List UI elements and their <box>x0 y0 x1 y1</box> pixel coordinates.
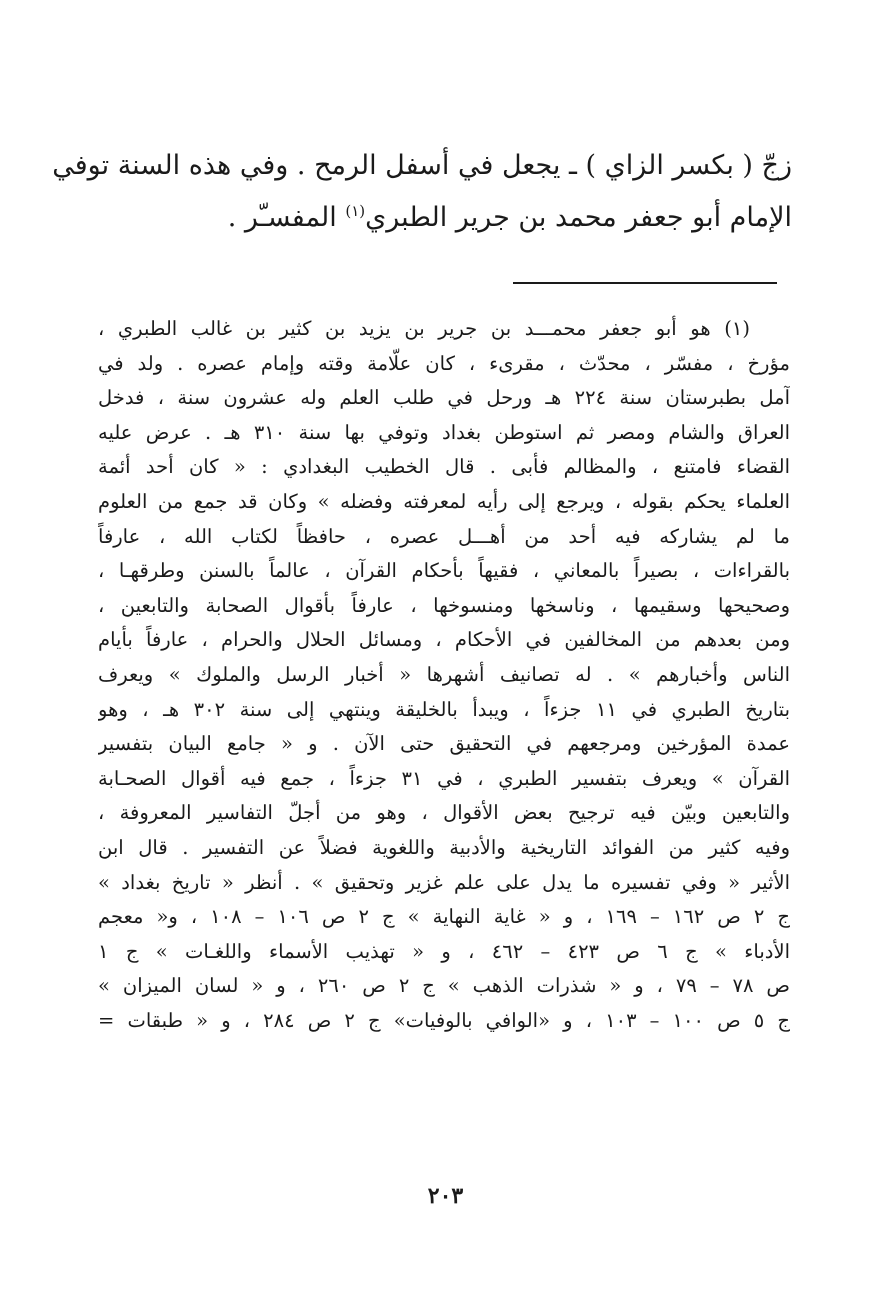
footnote-line: والتابعين وبيّن فيه ترجيح بعض الأقوال ، وهو من أجلّ التفاسير المعروفة ، <box>98 801 790 825</box>
footnote-separator-rule <box>513 282 777 284</box>
footnote-line: الناس وأخبارهم » . له تصانيف أشهرها « أخبار الرسل والملوك » ويعرف <box>98 662 790 686</box>
footnote-line: الأدباء » ج ٦ ص ٤٢٣ – ٤٦٢ ، و « تهذيب الأسماء واللغـات » ج ١ <box>98 939 790 963</box>
footnote-line: ج ٢ ص ١٦٢ – ١٦٩ ، و « غاية النهاية » ج ٢ ص ١٠٦ – ١٠٨ ، و« معجم <box>98 905 790 929</box>
footnote-line: بالقراءات ، بصيراً بالمعاني ، فقيهاً بأحكام القرآن ، عالماً بالسنن وطرقهـا ، <box>98 559 790 583</box>
footnote-line: بتاريخ الطبري في ١١ جزءاً ، ويبدأ بالخليقة وينتهي إلى سنة ٣٠٢ هـ ، وهو <box>98 697 790 721</box>
footnote-line: الأثير « وفي تفسيره ما يدل على علم غزير وتحقيق » . أنظر « تاريخ بغداد » <box>98 870 790 894</box>
footnote-line: القرآن » ويعرف بتفسير الطبري ، في ٣١ جزءاً ، جمع فيه أقوال الصحـابة <box>98 766 790 790</box>
footnote-line: آمل بطبرستان سنة ٢٢٤ هـ ورحل في طلب العلم وله عشرون سنة ، فدخل <box>98 386 790 410</box>
footnote-line: العلماء يحكم بقوله ، ويرجع إلى رأيه لمعرفته وفضله » وكان قد جمع من العلوم <box>98 489 790 513</box>
main-text-line-2 <box>96 192 792 244</box>
footnote-line: عمدة المؤرخين ومرجعهم في التحقيق حتى الآن . و « جامع البيان بتفسير <box>98 732 790 756</box>
page-number: ٢٠٣ <box>427 1183 464 1209</box>
main-text-line-2-end: المفسـّر . <box>227 202 346 233</box>
main-text-line-1: زجّ ( بكسر الزاي ) ـ يجعل في أسفل الرمح . وفي هذه السنة توفي <box>52 150 792 181</box>
footnote-line: القضاء فامتنع ، والمظالم فأبى . قال الخطيب البغدادي : « كان أحد أئمة <box>98 455 790 479</box>
footnote-line: ص ٧٨ – ٧٩ ، و « شذرات الذهب » ج ٢ ص ٢٦٠ ، و « لسان الميزان » <box>98 974 790 998</box>
main-text-line-2-start: الإمام أبو جعفر محمد بن جرير الطبري <box>365 202 792 233</box>
footnote-line: ج ٥ ص ١٠٠ – ١٠٣ ، و «الوافي بالوفيات» ج ٢ ص ٢٨٤ ، و « طبقات = <box>98 1008 790 1032</box>
main-text-block <box>52 140 792 244</box>
footnote-line: مؤرخ ، مفسّر ، محدّث ، مقرىء ، كان علّامة وقته وإمام عصره . ولد في <box>98 351 790 375</box>
footnote-line: وفيه كثير من الفوائد التاريخية والأدبية واللغوية فضلاً عن التفسير . قال ابن <box>98 835 790 859</box>
footnote-line: وصحيحها وسقيمها ، وناسخها ومنسوخها ، عارفاً بأقوال الصحابة والتابعين ، <box>98 593 790 617</box>
footnote-block <box>98 312 790 1038</box>
footnote-line: ومن بعدهم من المخالفين في الأحكام ، ومسائل الحلال والحرام ، عارفاً بأيام <box>98 628 790 652</box>
footnote-reference-marker[interactable]: (١) <box>345 202 366 220</box>
footnote-line: ما لم يشاركه فيه أحد من أهـــل عصره ، حافظاً لكتاب الله ، عارفاً <box>98 524 790 548</box>
footnote-line: العراق والشام ومصر ثم استوطن بغداد وتوفي بها سنة ٣١٠ هـ . عرض عليه <box>98 420 790 444</box>
footnote-line: (١) هو أبو جعفر محمـــد بن جرير بن يزيد بن كثير بن غالب الطبري ، <box>98 317 750 340</box>
